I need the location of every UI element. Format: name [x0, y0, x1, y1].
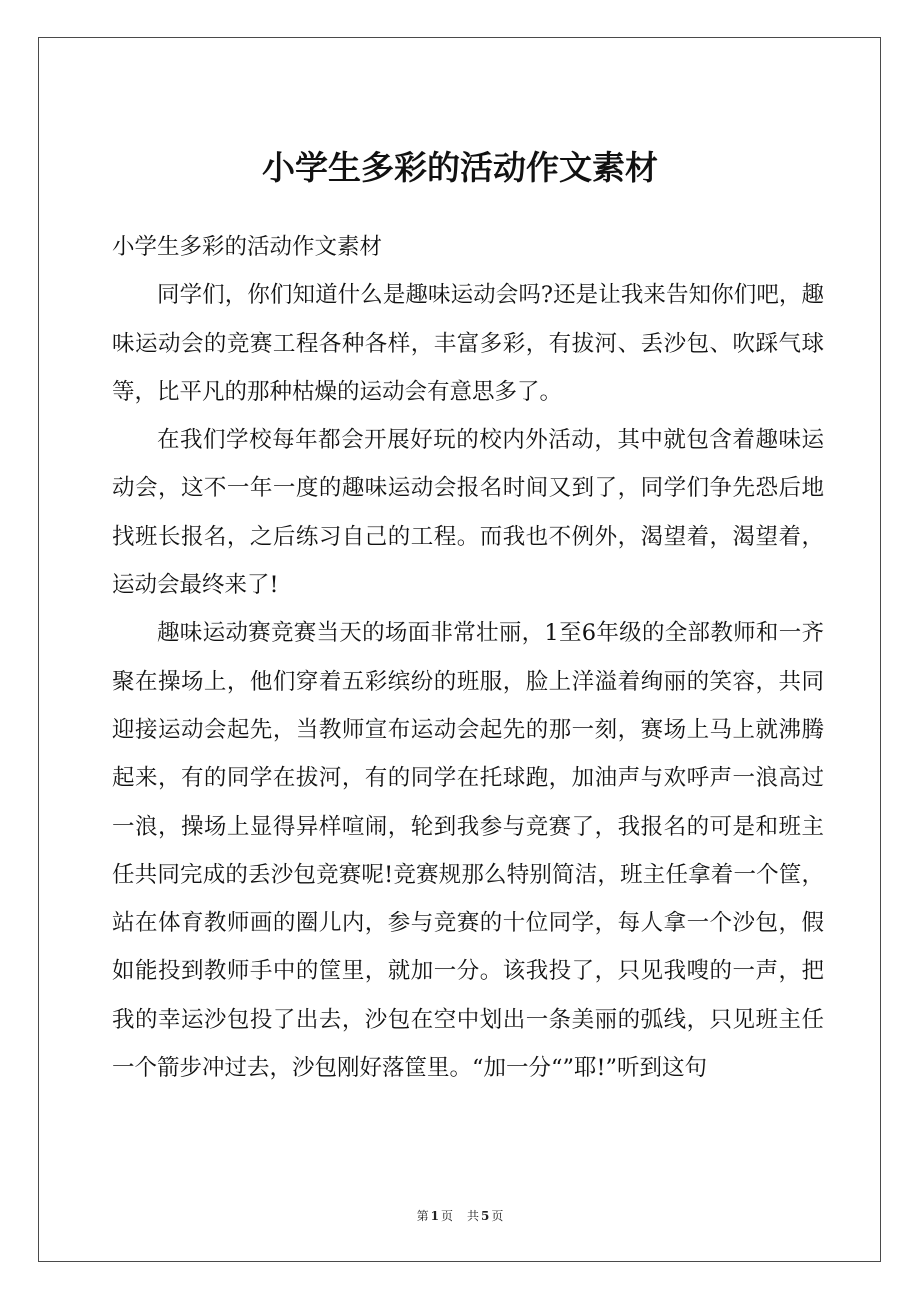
page-current: 1 [430, 1209, 439, 1223]
document-title: 小学生多彩的活动作文素材 [262, 148, 658, 187]
page-total: 5 [481, 1209, 490, 1223]
page-suffix: 页 [440, 1209, 453, 1223]
page-prefix: 第 [416, 1209, 429, 1223]
page-footer [0, 1206, 920, 1226]
total-suffix: 页 [491, 1209, 504, 1223]
document-subtitle: 小学生多彩的活动作文素材 [112, 234, 383, 260]
paragraph-2: 在我们学校每年都会开展好玩的校内外活动，其中就包含着趣味运动会，这不一年一度的趣味运动会报名时间又到了，同学们争先恐后地找班长报名，之后练习自己的工程。而我也不例外，渴望着，渴望着，运动会最终来了! [112, 427, 824, 599]
total-prefix: 共 [467, 1209, 480, 1223]
paragraph-3: 趣味运动赛竞赛当天的场面非常壮丽，1至6年级的全部教师和一齐聚在操场上，他们穿着五彩缤纷的班服，脸上洋溢着绚丽的笑容，共同迎接运动会起先，当教师宣布运动会起先的那一刻，赛场上马上就沸腾起来，有的同学在拔河，有的同学在托球跑，加油声与欢呼声一浪高过一浪，操场上显得异样喧闹，轮到我参与竞赛了，我报名的可是和班主任共同完成的丢沙包竞赛呢!竞赛规那么特别简洁，班主任拿着一个筐，站在体育教师画的圈儿内，参与竞赛的十位同学，每人拿一个沙包，假如能投到教师手中的筐里，就加一分。该我投了，只见我嗖的一声，把我的幸运沙包投了出去，沙包在空中划出一条美丽的弧线，只见班主任一个箭步冲过去，沙包刚好落筐里。“加一分“”耶!”听到这句 [112, 620, 824, 1082]
paragraph-1: 同学们，你们知道什么是趣味运动会吗?还是让我来告知你们吧，趣味运动会的竞赛工程各种各样，丰富多彩，有拔河、丢沙包、吹踩气球等，比平凡的那种枯燥的运动会有意思多了。 [112, 282, 824, 405]
document-body [112, 223, 824, 1092]
